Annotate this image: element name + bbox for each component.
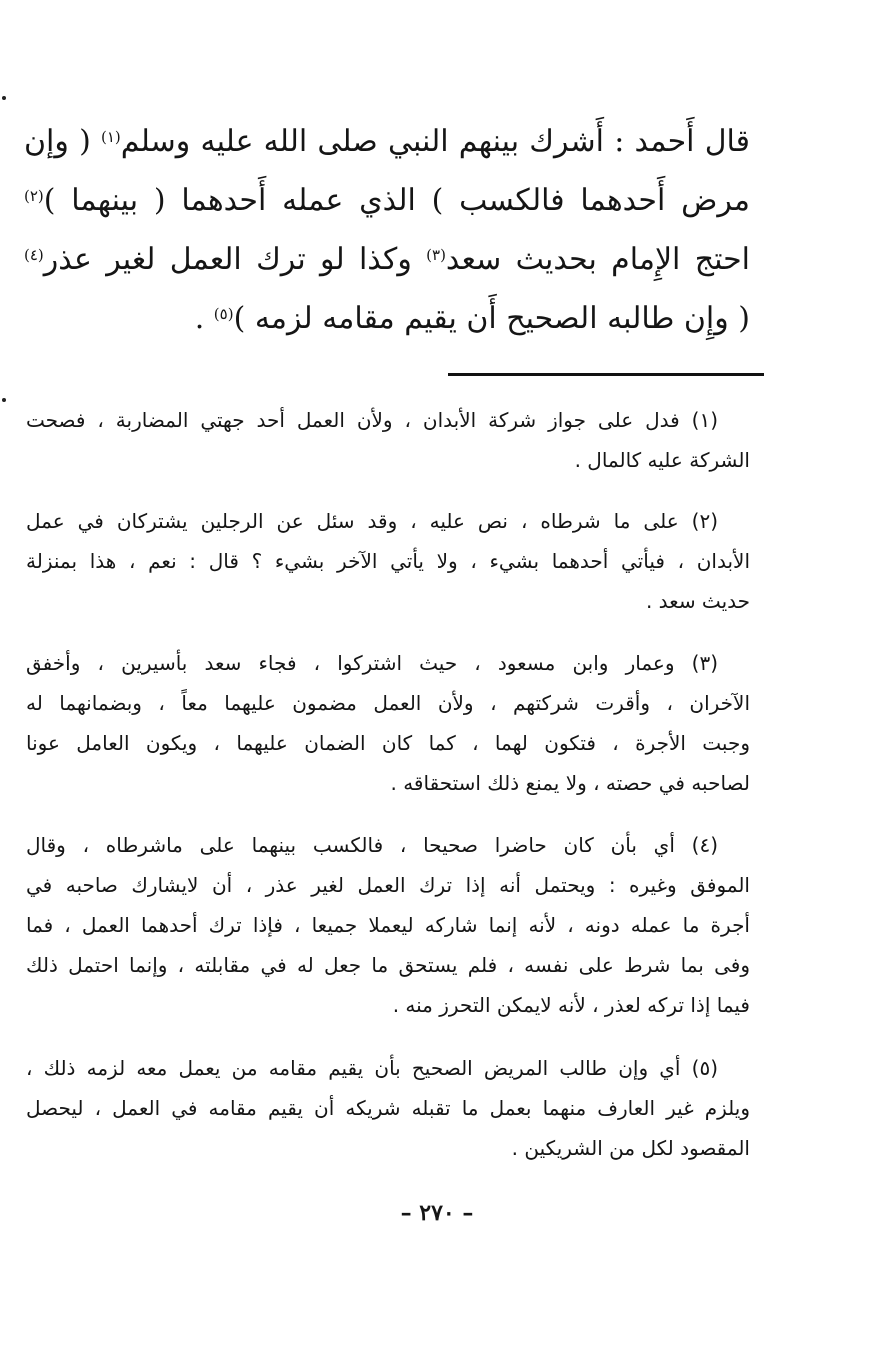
footnote-line: الموفق وغيره : ويحتمل أنه إذا ترك العمل لغير عذر ، أن لايشارك صاحبه في	[26, 873, 750, 897]
footnote-line: لصاحبه في حصته ، ولا يمنع ذلك استحقاقه .	[390, 771, 750, 795]
footnote-line: حديث سعد .	[645, 589, 750, 613]
footnote-line: وفى بما شرط على نفسه ، فلم يستحق ما جعل له في مقابلته ، وإنما احتمل ذلك	[26, 953, 750, 977]
main-text-line	[24, 289, 750, 348]
footnote-1	[26, 400, 750, 480]
footnote-line: الآخران ، وأقرت شركتهم ، ولأن العمل مضمون عليهما معاً ، وبضمانهما له	[26, 691, 750, 715]
footnote-line: (١) فدل على جواز شركة الأبدان ، ولأن العمل أحد جهتي المضاربة ، فصحت	[26, 408, 718, 432]
main-text-segment: ( وإن	[24, 124, 101, 159]
footnote-2	[26, 501, 750, 621]
footnote-marker: (٢)	[24, 187, 44, 205]
main-text-line	[24, 230, 750, 289]
footnote-marker: (٤)	[24, 246, 44, 264]
main-text-segment: مرض أَحدهما فالكسب ) الذي عمله أَحدهما ( بينهما )	[43, 183, 750, 218]
footnote-line: ويلزم غير العارف منهما بعمل ما تقبله شريكه أن يقيم مقامه في العمل ، ليحصل	[26, 1096, 750, 1120]
main-text-line	[24, 112, 750, 171]
footnote-5	[26, 1048, 750, 1168]
footnote-3	[26, 643, 750, 803]
scan-speck	[2, 398, 6, 402]
main-text	[24, 112, 750, 348]
footnote-line: الأبدان ، فيأتي أحدهما بشيء ، ولا يأتي الآخر بشيء ؟ قال : نعم ، هذا بمنزلة	[26, 549, 750, 573]
footnote-4	[26, 825, 750, 1025]
footnote-line: وجبت الأجرة ، فتكون لهما ، كما كان الضمان عليهما ، ويكون العامل عونا	[26, 731, 750, 755]
page-number: – ٢٧٠ –	[400, 1200, 474, 1226]
main-text-segment: احتج الإِمام بحديث سعد	[445, 242, 751, 277]
footnote-marker: (٥)	[213, 305, 234, 323]
scan-speck	[2, 96, 6, 100]
main-text-segment: ( وإِن طالبه الصحيح أَن يقيم مقامه لزمه )	[233, 301, 750, 336]
footnote-line: (٥) أي وإن طالب المريض الصحيح بأن يقيم مقامه من يعمل معه لزمه ذلك ،	[26, 1056, 718, 1080]
footnote-line: (٢) على ما شرطاه ، نص عليه ، وقد سئل عن الرجلين يشتركان في عمل	[26, 509, 718, 533]
footnote-marker: (٣)	[426, 246, 446, 264]
main-text-segment: .	[194, 301, 214, 336]
footnote-line: المقصود لكل من الشريكين .	[511, 1136, 750, 1160]
footnote-marker: (١)	[100, 128, 121, 146]
footnote-line: الشركة عليه كالمال .	[574, 448, 750, 472]
main-text-segment: قال أَحمد : أَشرك بينهم النبي صلى الله عليه وسلم	[120, 124, 750, 159]
main-text-line	[24, 171, 750, 230]
footnote-line: (٤) أي بأن كان حاضرا صحيحا ، فالكسب بينهما على ماشرطاه ، وقال	[26, 833, 718, 857]
main-text-segment: وكذا لو ترك العمل لغير عذر	[43, 242, 427, 277]
footnote-line: فيما إذا تركه لعذر ، لأنه لايمكن التحرز منه .	[392, 993, 750, 1017]
footnote-line: (٣) وعمار وابن مسعود ، حيث اشتركوا ، فجاء سعد بأسيرين ، وأخفق	[26, 651, 718, 675]
footnote-line: أجرة ما عمله دونه ، لأنه إنما شاركه ليعملا جميعا ، فإذا ترك أحدهما العمل ، فما	[26, 913, 750, 937]
footnote-separator	[448, 373, 764, 376]
